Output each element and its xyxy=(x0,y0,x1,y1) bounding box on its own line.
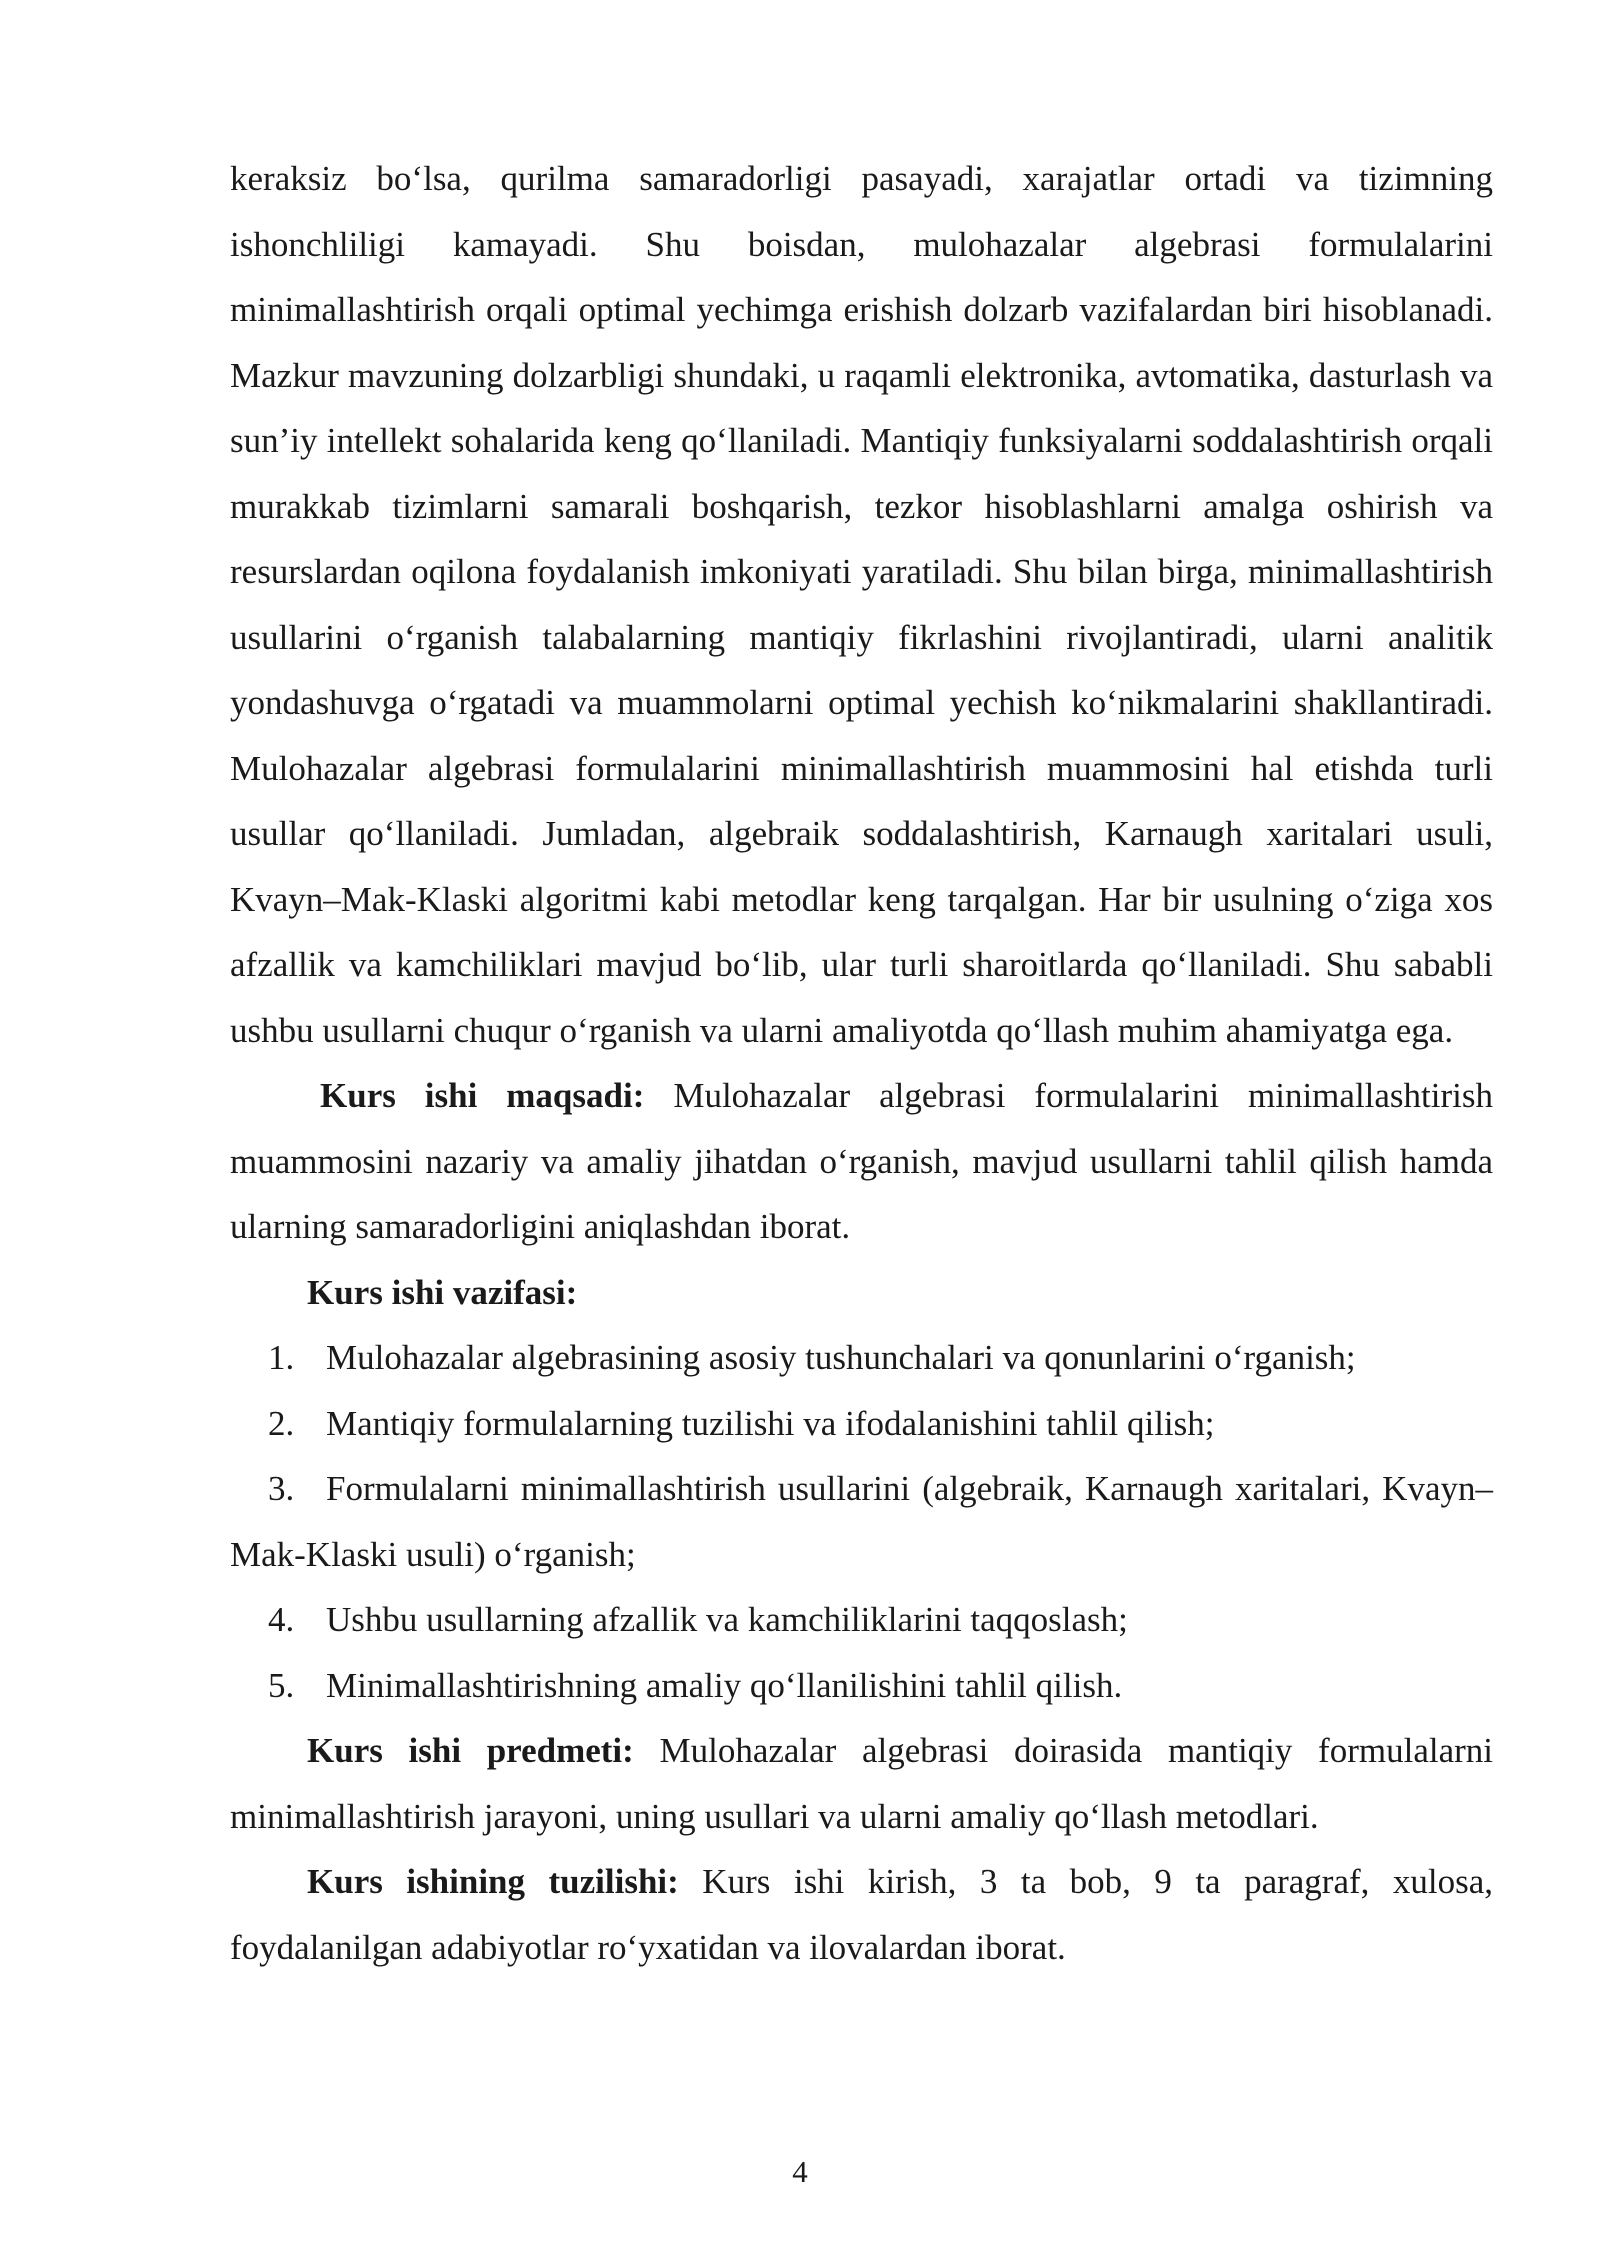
list-item xyxy=(230,1456,1493,1587)
list-item-number: 5. xyxy=(268,1665,295,1705)
goal-label: Kurs ishi maqsadi: xyxy=(320,1076,645,1115)
list-item-text: Formulalarni minimallashtirish usullarini (algebraik, Karnaugh xaritalari, Kvayn–Mak-Klaski usuli) o‘rganish; xyxy=(230,1469,1493,1574)
list-item-text: Ushbu usullarning afzallik va kamchiliklarini taqqoslash; xyxy=(326,1600,1128,1639)
list-item-number: 3. xyxy=(268,1469,295,1508)
list-item-number: 1. xyxy=(268,1338,295,1377)
list-item-text: Mantiqiy formulalarning tuzilishi va ifodalanishini tahlil qilish; xyxy=(326,1403,1215,1443)
goal-text: Mulohazalar algebrasi formulalarini minimallashtirish muammosini nazariy va amaliy jihatdan o‘rganish, mavjud usullarni tahlil qilish hamda ularning samaradorligini aniqlashdan iborat. xyxy=(230,1076,1493,1246)
tasks-heading xyxy=(230,1260,1493,1326)
document-page xyxy=(230,146,1493,1980)
structure-text: Kurs ishi kirish, 3 ta bob, 9 ta paragraf, xulosa, foydalanilgan adabiyotlar ro‘yxatidan va ilovalardan iborat. xyxy=(230,1862,1494,1967)
list-item xyxy=(230,1325,1493,1391)
list-item-text: Mulohazalar algebrasining asosiy tushunchalari va qonunlarini o‘rganish; xyxy=(326,1338,1356,1377)
structure-paragraph xyxy=(230,1849,1493,1980)
goal-paragraph xyxy=(230,1063,1493,1260)
list-item xyxy=(230,1653,1493,1719)
page-number: 4 xyxy=(792,2154,808,2189)
subject-text: Mulohazalar algebrasi doirasida mantiqiy formulalarni minimallashtirish jarayoni, uning usullari va ularni amaliy qo‘llash metodlari. xyxy=(230,1731,1493,1836)
tasks-label: Kurs ishi vazifasi: xyxy=(307,1272,578,1312)
list-item-number: 2. xyxy=(268,1403,295,1443)
list-item-number: 4. xyxy=(268,1600,295,1639)
list-item-text: Minimallashtirishning amaliy qo‘llanilishini tahlil qilish. xyxy=(326,1665,1123,1705)
list-item xyxy=(230,1587,1493,1653)
list-item xyxy=(230,1391,1493,1457)
structure-label: Kurs ishining tuzilishi: xyxy=(307,1862,679,1901)
intro-paragraph: keraksiz bo‘lsa, qurilma samaradorligi pasayadi, xarajatlar ortadi va tizimning ishonchliligi kamayadi. Shu boisdan, mulohazalar algebrasi formulalarini minimallashtirish orqali optimal yechimga erishish dolzarb vazifalardan biri hisoblanadi. Mazkur mavzuning dolzarbligi shundaki, u raqamli elektronika, avtomatika, dasturlash va sun’iy intellekt sohalarida keng qo‘llaniladi. Mantiqiy funksiyalarni soddalashtirish orqali murakkab tizimlarni samarali boshqarish, tezkor hisoblashlarni amalga oshirish va resurslardan oqilona foydalanish imkoniyati yaratiladi. Shu bilan birga, minimallashtirish usullarini o‘rganish talabalarning mantiqiy fikrlashini rivojlantiradi, ularni analitik yondashuvga o‘rgatadi va muammolarni optimal yechish ko‘nikmalarini shakllantiradi. Mulohazalar algebrasi formulalarini minimallashtirish muammosini hal etishda turli usullar qo‘llaniladi. Jumladan, algebraik soddalashtirish, Karnaugh xaritalari usuli, Kvayn–Mak-Klaski algoritmi kabi metodlar keng tarqalgan. Har bir usulning o‘ziga xos afzallik va kamchiliklari mavjud bo‘lib, ular turli sharoitlarda qo‘llaniladi. Shu sababli ushbu usullarni chuqur o‘rganish va ularni amaliyotda qo‘llash muhim ahamiyatga ega. xyxy=(230,159,1493,1050)
subject-label: Kurs ishi predmeti: xyxy=(307,1731,634,1770)
subject-paragraph xyxy=(230,1718,1493,1849)
